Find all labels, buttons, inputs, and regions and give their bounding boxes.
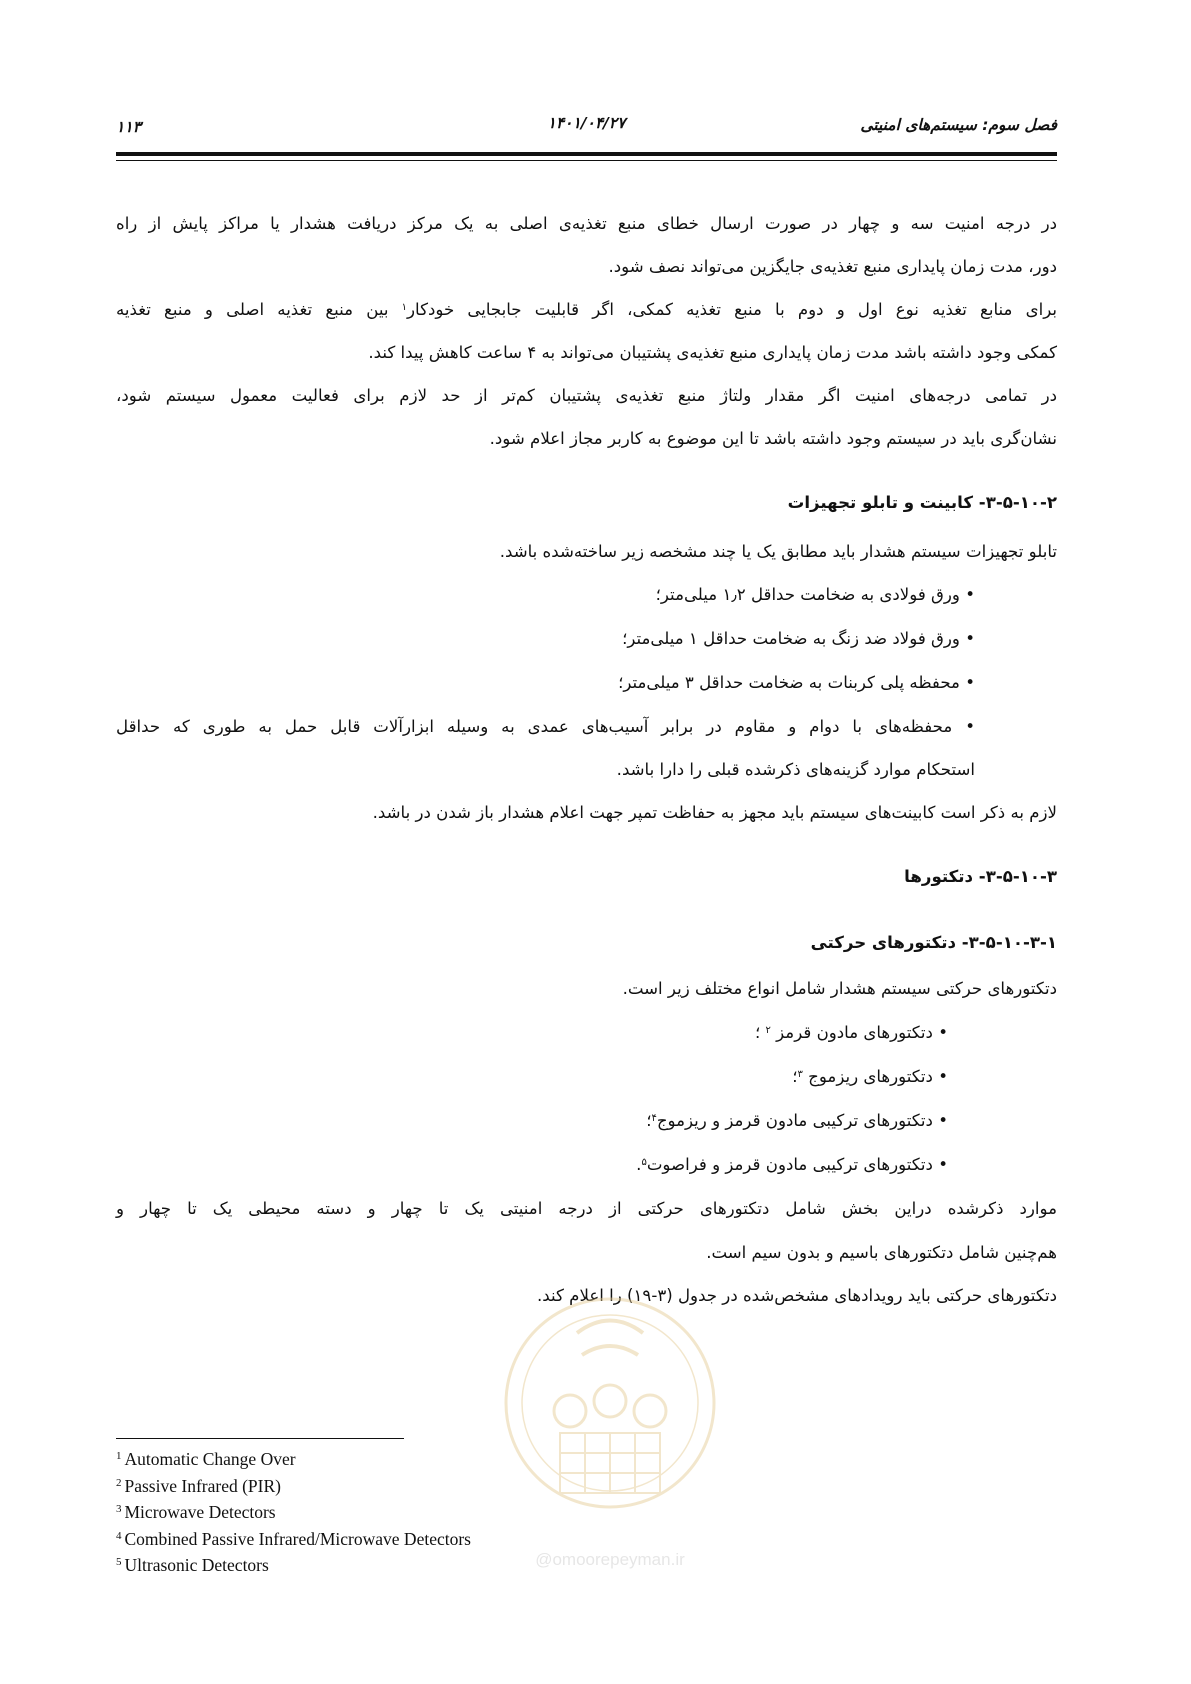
footnote-ref: ۱ bbox=[401, 302, 408, 313]
subsection-heading: ۳-۵-۱۰-۳-۱- دتکتورهای حرکتی bbox=[810, 933, 1057, 952]
paragraph-line: دور، مدت زمان پایداری منبع تغذیه‌ی جایگزین می‌تواند نصف شود. bbox=[608, 257, 1057, 276]
bullet-item: • ورق فولاد ضد زنگ به ضخامت حداقل ۱ میلی‌متر؛ bbox=[622, 629, 975, 648]
paragraph-line: هم‌چنین شامل دتکتورهای باسیم و بدون سیم است. bbox=[706, 1243, 1057, 1262]
section-heading: ۳-۵-۱۰-۲- کابینت و تابلو تجهیزات bbox=[787, 493, 1057, 512]
page-number: ۱۱۳ bbox=[116, 118, 141, 136]
section-note: لازم به ذکر است کابینت‌های سیستم باید مجهز به حفاظت تمپر جهت اعلام هشدار باز شدن در باشد. bbox=[372, 803, 1057, 822]
footnote-item: $^4$ Combined Passive Infrared/Microwave Detectors bbox=[116, 1528, 471, 1549]
section-intro: دتکتورهای حرکتی سیستم هشدار شامل انواع مختلف زیر است. bbox=[622, 979, 1057, 998]
footnote-item: $^2$ Passive Infrared (PIR) bbox=[116, 1475, 281, 1496]
footnote-item: $^3$ Microwave Detectors bbox=[116, 1502, 276, 1522]
header-rule-thick bbox=[116, 152, 1057, 156]
bullet-item: • دتکتورهای ریزموج $^۳$؛ bbox=[792, 1067, 948, 1086]
footnote-item: $^1$ Automatic Change Over bbox=[116, 1449, 296, 1469]
header-date: ۱۴۰۱/۰۴/۲۷ bbox=[547, 114, 626, 132]
bullet-item: • محفظه پلی کربنات به ضخامت حداقل ۳ میلی‌متر؛ bbox=[618, 673, 975, 692]
footnote-ref: ۳ bbox=[797, 1069, 803, 1080]
footnote-rule bbox=[116, 1438, 404, 1439]
footnotes bbox=[116, 1448, 471, 1581]
footnote-ref: ۲ bbox=[765, 1025, 771, 1036]
paragraph-line: کمکی وجود داشته باشد مدت زمان پایداری منبع تغذیه‌ی پشتیبان می‌تواند به ۴ ساعت کاهش پیدا کند. bbox=[368, 343, 1057, 362]
watermark-seal bbox=[482, 1283, 737, 1583]
section-intro: تابلو تجهیزات سیستم هشدار باید مطابق یک یا چند مشخصه زیر ساخته‌شده باشد. bbox=[499, 542, 1057, 561]
paragraph-line: در درجه امنیت سه و چهار در صورت ارسال خطای منبع تغذیه‌ی اصلی به یک مرکز دریافت هشدار یا مراکز پایش از راه bbox=[116, 214, 1057, 233]
chapter-title: فصل سوم: سیستم‌های امنیتی bbox=[860, 116, 1057, 134]
paragraph-line: موارد ذکرشده دراین بخش شامل دتکتورهای حرکتی از درجه امنیتی یک تا چهار و دسته محیطی یک تا چهار و bbox=[116, 1199, 1057, 1218]
bullet-item: • دتکتورهای مادون قرمز $^۲$ ؛ bbox=[754, 1023, 948, 1042]
footnote-item: $^5$ Ultrasonic Detectors bbox=[116, 1555, 269, 1575]
bullet-item: • محفظه‌های با دوام و مقاوم در برابر آسیب‌های عمدی به وسیله ابزارآلات قابل حمل به طوری که حداقل bbox=[116, 717, 975, 736]
footnote-ref: ۵ bbox=[641, 1157, 647, 1168]
bullet-item: • ورق فولادی به ضخامت حداقل ۱٫۲ میلی‌متر؛ bbox=[655, 585, 975, 604]
bullet-continuation: استحکام موارد گزینه‌های ذکرشده قبلی را دارا باشد. bbox=[616, 760, 975, 779]
paragraph-fragment: برای منابع تغذیه نوع اول و دوم با منبع تغذیه کمکی، اگر قابلیت جابجایی خودکار bbox=[407, 300, 1057, 319]
watermark-text: @omoorepeyman.ir bbox=[535, 1550, 685, 1569]
paragraph-line: نشان‌گری باید در سیستم وجود داشته باشد تا این موضوع به کاربر مجاز اعلام شود. bbox=[489, 429, 1057, 448]
footnote-ref: ۴ bbox=[651, 1113, 657, 1124]
paragraph-line: در تمامی درجه‌های امنیت اگر مقدار ولتاژ منبع تغذیه‌ی پشتیبان کم‌تر از حد لازم برای فعالیت معمول سیستم شود، bbox=[116, 386, 1057, 405]
paragraph-line bbox=[116, 298, 1057, 325]
bullet-item: • دتکتورهای ترکیبی مادون قرمز و ریزموج$^۴$؛ bbox=[646, 1111, 948, 1130]
paragraph-line: دتکتورهای حرکتی باید رویدادهای مشخص‌شده در جدول (۳-۱۹) را اعلام کند. bbox=[537, 1286, 1057, 1305]
paragraph-fragment: بین منبع تغذیه اصلی و منبع تغذیه bbox=[116, 300, 389, 319]
bullet-item: • دتکتورهای ترکیبی مادون قرمز و فراصوت$^۵$. bbox=[636, 1155, 948, 1174]
section-heading: ۳-۵-۱۰-۳- دتکتورها bbox=[904, 867, 1057, 886]
header-rule-thin bbox=[116, 160, 1057, 161]
page-header bbox=[116, 108, 1057, 144]
